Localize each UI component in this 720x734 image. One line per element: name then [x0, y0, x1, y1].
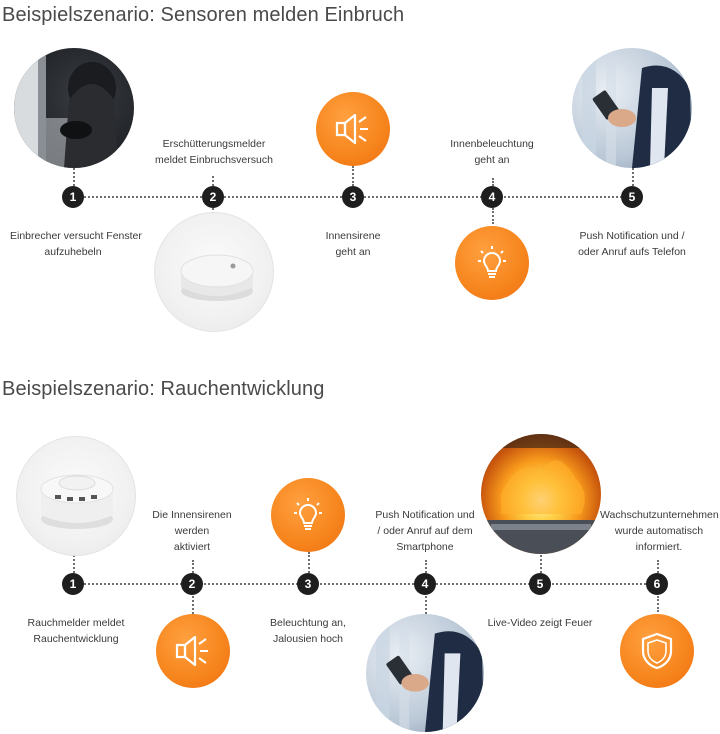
step-badge: 4: [414, 573, 436, 595]
connector: [212, 176, 214, 186]
bulb-icon: [472, 243, 512, 283]
step-badge: 5: [621, 186, 643, 208]
step-badge: 3: [297, 573, 319, 595]
connector: [632, 168, 634, 186]
step-badge: 6: [646, 573, 668, 595]
bulb-icon: [288, 495, 328, 535]
connector: [73, 168, 75, 186]
step4-label: Innenbeleuchtung geht an: [450, 138, 534, 166]
siren-circle: [156, 614, 230, 688]
connector: [657, 596, 659, 612]
connector: [540, 552, 542, 573]
connector: [308, 552, 310, 573]
step-badge: 2: [202, 186, 224, 208]
connector: [425, 560, 427, 573]
step1-label: Einbrecher versucht Fenster aufzuhebeln: [10, 230, 142, 258]
step-badge: 5: [529, 573, 551, 595]
step-badge: 1: [62, 573, 84, 595]
siren-icon: [333, 111, 373, 147]
siren-circle: [316, 92, 390, 166]
connector: [425, 596, 427, 614]
siren-icon: [173, 633, 213, 669]
step4-label: Push Notification und / oder Anruf auf dem Smartphone: [375, 509, 475, 553]
fire-photo: [481, 434, 601, 554]
shield-icon: [639, 631, 675, 671]
step1-label: Rauchmelder meldet Rauchentwicklung: [27, 617, 125, 645]
phone-photo: [572, 48, 692, 168]
step-badge: 3: [342, 186, 364, 208]
connector: [492, 178, 494, 186]
step3-label: Beleuchtung an, Jalousien hoch: [270, 617, 346, 645]
connector: [73, 555, 75, 573]
step3-label: Innensirene geht an: [325, 230, 381, 258]
shield-circle: [620, 614, 694, 688]
connector: [657, 560, 659, 573]
connector: [492, 208, 494, 224]
bulb-circle: [455, 226, 529, 300]
step2-label: Die Innensirenen werden aktiviert: [152, 509, 232, 553]
burglar-photo: [14, 48, 134, 168]
connector: [192, 596, 194, 614]
step-badge: 4: [481, 186, 503, 208]
vibration-sensor-photo: [154, 212, 274, 332]
step-badge: 2: [181, 573, 203, 595]
scenario1-title: Beispielszenario: Sensoren melden Einbruch: [2, 4, 405, 26]
step5-label: Live-Video zeigt Feuer: [487, 617, 593, 629]
scenario2-title: Beispielszenario: Rauchentwicklung: [2, 378, 325, 400]
phone-photo: [366, 614, 484, 732]
step2-label: Erschütterungsmelder meldet Einbruchsversuch: [155, 138, 273, 166]
connector: [352, 166, 354, 186]
connector: [192, 560, 194, 573]
scenario2-timeline: [73, 583, 658, 585]
step5-label: Push Notification und / oder Anruf aufs Telefon: [578, 230, 686, 258]
step6-label: Wachschutzunternehmen wurde automatisch informiert.: [600, 509, 719, 553]
smoke-detector-photo: [16, 436, 136, 556]
bulb-circle: [271, 478, 345, 552]
step-badge: 1: [62, 186, 84, 208]
